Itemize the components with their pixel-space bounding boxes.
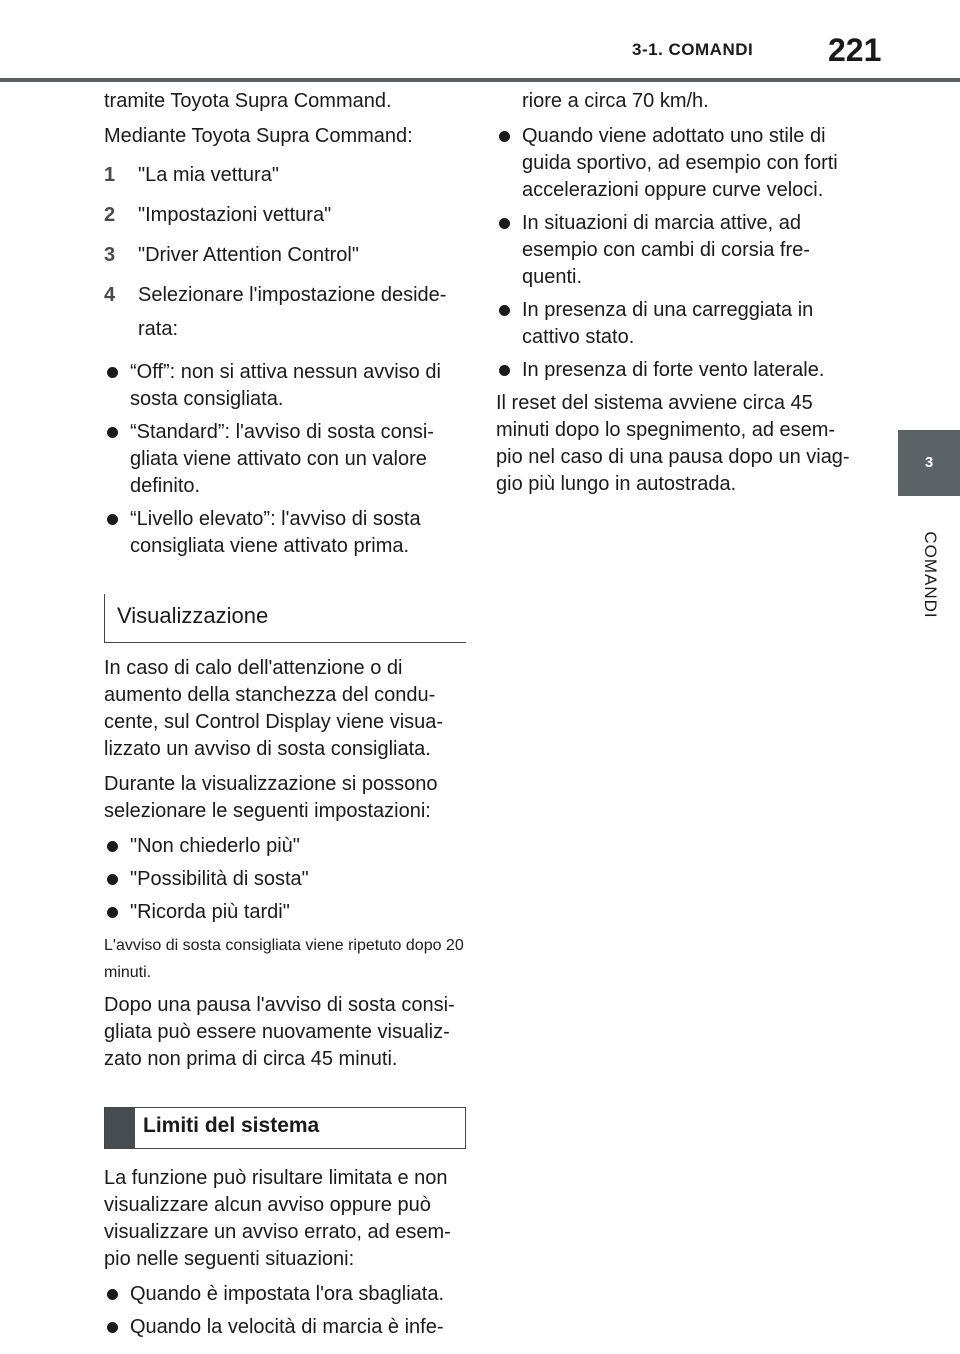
chapter-tab: 3 <box>898 430 960 496</box>
bullet-icon <box>104 866 130 893</box>
list-item <box>104 1314 466 1341</box>
list-item-text: Quando è impostata l'ora sbagliata. <box>130 1283 445 1305</box>
list-item-text: "Non chiederlo più" <box>130 835 300 857</box>
bullet-icon <box>496 297 522 351</box>
list-item <box>496 210 856 291</box>
list-item-text: “Livello elevato”: l'avviso di sosta consigliata viene attivato prima. <box>130 508 421 557</box>
body-paragraph: Dopo una pausa l'avviso di sosta consi-gliata può essere nuovamente visualiz-zato non prima di circa 45 minuti. <box>104 994 455 1070</box>
list-item-text: Quando la velocità di marcia è infe- <box>130 1316 444 1338</box>
body-paragraph: Il reset del sistema avviene circa 45 minuti dopo lo spegnimento, ad esem-pio nel caso di una pausa dopo un viag-gio più lungo in autostrada. <box>496 392 850 495</box>
bullet-icon <box>104 833 130 860</box>
intro-text: Mediante Toyota Supra Command: <box>104 125 413 147</box>
header-rule <box>0 78 960 82</box>
step-item <box>104 242 466 269</box>
body-paragraph: La funzione può risultare limitata e non visualizzare alcun avviso oppure può visualizzare un avviso errato, ad esem-pio nelle seguenti situazioni: <box>104 1167 451 1270</box>
section-heading-text: Visualizzazione <box>117 603 269 628</box>
chapter-label: COMANDI <box>921 531 940 619</box>
bullet-icon <box>104 899 130 926</box>
section-heading-limiti <box>104 1107 466 1149</box>
step-item <box>104 202 466 229</box>
step-text: "Driver Attention Control" <box>138 244 359 266</box>
body-paragraph: In caso di calo dell'attenzione o di aumento della stanchezza del condu-cente, sul Control Display viene visua-lizzato un avviso di sosta consigliata. <box>104 657 444 760</box>
list-item-text: In situazioni di marcia attive, ad esempio con cambi di corsia fre-quenti. <box>522 212 810 288</box>
list-item-text: "Possibilità di sosta" <box>130 868 309 890</box>
step-number: 4 <box>104 284 116 306</box>
step-text: "Impostazioni vettura" <box>138 204 332 226</box>
section-heading-text: Limiti del sistema <box>143 1114 320 1137</box>
list-item-text: In presenza di una carreggiata in cattivo stato. <box>522 299 814 348</box>
bullet-icon <box>496 210 522 291</box>
list-item <box>104 1281 466 1308</box>
bullet-icon <box>104 419 130 500</box>
bullet-icon <box>496 357 522 384</box>
list-item <box>496 297 856 351</box>
section-heading-visualizzazione <box>104 594 466 643</box>
list-item <box>496 357 856 384</box>
section-title: 3-1. COMANDI <box>632 40 754 59</box>
right-column <box>496 88 856 506</box>
step-number: 1 <box>104 164 116 186</box>
list-item <box>104 899 466 926</box>
list-item-text: "Ricorda più tardi" <box>130 901 290 923</box>
list-item <box>104 506 466 560</box>
intro-text: tramite Toyota Supra Command. <box>104 90 392 112</box>
list-item <box>104 419 466 500</box>
bullet-icon <box>104 359 130 413</box>
list-item <box>496 123 856 204</box>
body-paragraph: Durante la visualizzazione si possono selezionare le seguenti impostazioni: <box>104 773 438 822</box>
step-text: Selezionare l'impostazione deside-rata: <box>138 284 447 340</box>
page-number: 221 <box>828 32 882 68</box>
step-number: 2 <box>104 204 116 226</box>
list-item <box>104 833 466 860</box>
bullet-icon <box>104 1314 130 1341</box>
heading-bar <box>105 1108 135 1148</box>
bullet-icon <box>496 123 522 204</box>
list-item-text: In presenza di forte vento laterale. <box>522 359 825 381</box>
left-column <box>104 88 466 1347</box>
bullet-icon <box>104 506 130 560</box>
bullet-icon <box>104 1281 130 1308</box>
step-item <box>104 162 466 189</box>
list-item-text: “Off”: non si attiva nessun avviso di sosta consigliata. <box>130 361 441 410</box>
step-number: 3 <box>104 244 116 266</box>
step-item <box>104 282 466 346</box>
list-item <box>104 866 466 893</box>
step-text: "La mia vettura" <box>138 164 279 186</box>
list-item-text: “Standard”: l'avviso di sosta consi-gliata viene attivato con un valore definito. <box>130 421 434 497</box>
list-item <box>104 359 466 413</box>
note-text: L'avviso di sosta consigliata viene ripetuto dopo 20 minuti. <box>104 937 464 981</box>
continued-text: riore a circa 70 km/h. <box>522 90 709 112</box>
list-item-text: Quando viene adottato uno stile di guida sportivo, ad esempio con forti accelerazioni oppure curve veloci. <box>522 125 838 201</box>
